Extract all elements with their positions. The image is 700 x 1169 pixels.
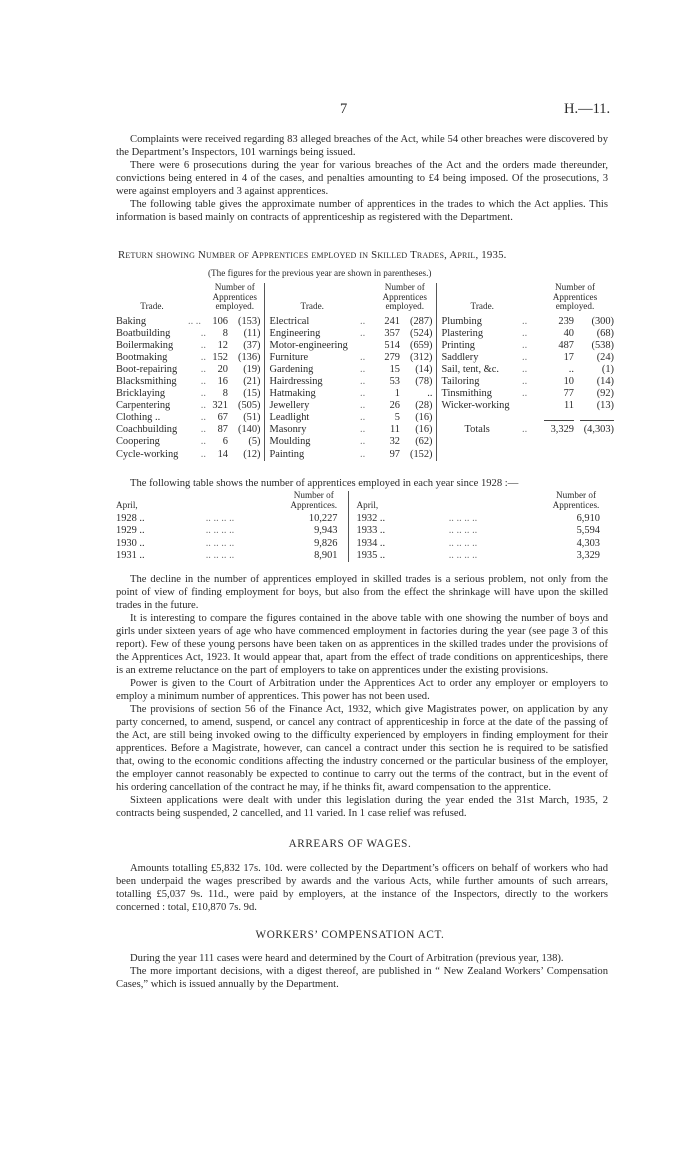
apprentice-total: 4,303 [576,537,600,549]
column-header-trade: Trade. [300,301,324,311]
trade-name: Tailoring [441,375,480,387]
year-label: 1929 .. [116,525,145,537]
apprentice-count: 20 [217,363,228,375]
paragraph: Complaints were received regarding 83 alleged breaches of the Act, while 54 other breaches were discovered by the Department’s Inspectors, 101 warnings being issued. [116,134,608,158]
trade-name: Gardening [269,363,314,375]
previous-year-count: (5) [228,436,264,448]
table-row [116,525,614,537]
leader-dots: .. .. .. .. [205,513,235,524]
trade-name: Motor-engineering [269,339,348,351]
column-header-april: April, [356,499,379,510]
column-header-number [206,283,264,316]
paragraph: Power is given to the Court of Arbitration under the Apprentices Act to order any employer or employers to employ a minimum number of apprentices. This power has not been used. [116,678,608,702]
table-row [116,412,614,424]
trade-name: Printing [441,339,475,351]
apprentice-count [536,436,574,448]
leader-dots: .. [200,351,206,363]
table-body [116,316,614,461]
column-header-line: Apprentices [382,291,427,302]
previous-year-count: (538) [591,339,614,351]
year-label: 1931 .. [116,549,145,561]
apprentice-count: 40 [563,327,574,339]
leader-dots [522,449,536,461]
previous-year-count: (21) [228,376,264,388]
apprentice-total: 9,943 [284,525,348,537]
apprentice-count: 16 [217,375,228,387]
apprentice-count: .. [568,363,574,375]
table-row [116,513,614,525]
column-header-line: Apprentices [212,291,257,302]
leader-dots: .. [360,363,366,375]
trade-name: Tinsmithing [441,388,492,400]
apprentice-total: 9,826 [284,538,348,550]
apprentice-total: 3,329 [576,549,600,561]
leader-dots: .. [522,351,528,363]
column-header-line: Apprentices [552,291,598,302]
column-header-number [284,491,348,513]
return-table-title: Return showing Number of Apprentices employed in Skilled Trades, April, 1935. [118,249,507,261]
paragraph: Sixteen applications were dealt with under this legislation during the year ended the 31st March, 1935, 2 contracts being suspended, 2 cancelled, and 11 varied. In 1 case relief was refused. [116,795,608,819]
previous-year-count: (14) [596,375,614,387]
table-row [116,364,614,376]
apprentice-count: 152 [212,351,228,363]
apprentice-count: 77 [563,388,574,400]
paragraph: The more important decisions, with a digest thereof, are published in “ New Zealand Workers’ Compensation Cases,” which is issued annually by the Department. [116,966,608,990]
leader-dots: .. [522,424,528,436]
previous-year-count: (19) [228,364,264,376]
previous-year-count: (524) [400,328,436,340]
page-number: 7 [340,101,348,117]
table-header-row [116,491,614,513]
section-heading-arrears: ARREARS OF WAGES. [288,838,412,850]
previous-year-count: (15) [228,388,264,400]
leader-dots: .. [200,400,206,412]
previous-year-count: (11) [228,328,264,340]
table-row [116,316,614,328]
apprentice-total: 10,227 [284,513,348,525]
apprentice-count: 32 [389,436,400,448]
leader-dots [522,436,536,448]
leader-dots: .. .. .. .. [448,525,478,537]
leader-dots: .. [360,327,366,339]
table-row [116,352,614,364]
intro-section [116,133,608,224]
trade-name: Saddlery [441,351,479,363]
previous-year-count: (62) [400,436,436,448]
previous-year-count: (78) [400,376,436,388]
column-header-line: employed. [215,301,255,311]
return-table-note: (The figures for the previous year are shown in parentheses.) [208,268,432,278]
leader-dots: .. [360,388,366,400]
previous-year-count: (312) [400,352,436,364]
leader-dots: .. [360,424,366,436]
column-header-trade: Trade. [140,301,164,311]
paragraph: The provisions of section 56 of the Finance Act, 1932, which give Magistrates power, on application by any party concerned, to amend, suspend, or cancel any contract of apprenticeship in force at the date of the passing of the Act, are still being invoked owing to the difficulty experienced by employers in finding employment for their apprentices. Before a Magistrate, however, can cancel a contract under this section he is required to be satisfied that, owing to the economic conditions affecting the industry concerned or the particular business of the employer, the employer cannot reasonably be expected to continue to carry out the terms of the contract, but in the event of his ordering cancellation of the contract he may, if he thinks fit, award compensation to the apprentice. [116,704,608,793]
paragraph: There were 6 prosecutions during the year for various breaches of the Act and the orders made thereunder, convictions being entered in 4 of the cases, and penalties amounting to £4 being imposed. Of the prosecutions, 3 were against employers and 3 against apprentices. [116,160,608,197]
column-header-number [538,491,614,513]
table-row [116,538,614,550]
trade-name: Wicker-working [441,400,510,412]
trade-name: Furniture [269,351,309,363]
report-code: H.—11. [564,101,611,117]
apprentice-count: 5 [394,412,400,424]
previous-year-count: (68) [596,327,614,339]
apprentice-total: 5,594 [576,525,600,537]
previous-year-count: (14) [400,364,436,376]
table-row [116,328,614,340]
table-header-row [116,283,614,316]
year-label: 1933 .. [356,525,386,537]
leader-dots: .. [360,436,366,448]
workers-compensation-section [116,952,608,991]
discussion-section [116,573,608,820]
trade-name: Moulding [269,436,311,448]
leader-dots: .. [522,388,528,400]
previous-year-count: (1) [601,363,614,375]
leader-dots: .. .. .. .. [205,549,235,561]
apprentice-count [536,449,574,461]
column-header-line: employed. [555,301,595,311]
previous-year-count [574,449,614,461]
previous-year-count: (13) [596,400,614,412]
apprentices-by-trade-table [116,283,614,461]
leader-dots: .. [360,400,366,412]
trade-name: Jewellery [269,400,310,412]
paragraph: The following table gives the approximate number of apprentices in the trades to which the Act applies. This information is based mainly on contracts of apprenticeship as registered with the Department. [116,199,608,223]
leader-dots: .. .. .. .. [448,549,478,561]
leader-dots: .. [200,436,206,448]
leader-dots: .. .. [188,315,201,327]
apprentice-total: 6,910 [576,513,600,524]
apprentice-count: 1 [394,388,400,400]
year-label: 1934 .. [356,537,386,549]
apprentice-count: 321 [212,400,228,412]
previous-year-count: (287) [400,316,436,328]
trade-name [436,449,522,461]
apprentice-count: 67 [217,412,228,424]
trade-name [436,412,522,424]
previous-year-count: (28) [400,400,436,412]
column-header-trade: Trade. [470,301,494,311]
column-header-line: Number of [555,490,597,500]
trade-name: Coopering [116,436,160,448]
apprentice-count: 26 [389,400,400,412]
apprentice-total: 8,901 [284,550,348,562]
previous-year-count: (300) [591,315,614,327]
trade-name: Coachbuilding [116,424,178,436]
table-row [116,550,614,562]
apprentice-count: 87 [217,424,228,436]
apprentice-count: 97 [389,448,400,460]
year-label: 1930 .. [116,537,145,549]
apprentice-count: 357 [384,327,400,339]
table-row [116,436,614,448]
apprentice-count: 514 [384,339,400,351]
leader-dots: .. [200,448,206,460]
column-header-line: Number of [384,282,425,292]
leader-dots: .. [200,339,206,351]
table-body [116,513,614,562]
trade-name: Hairdressing [269,375,323,387]
apprentice-count: 15 [389,363,400,375]
apprentice-count: 53 [389,375,400,387]
leader-dots: .. [200,375,206,387]
apprentice-count: 11 [389,424,400,436]
column-header-line: Apprentices. [290,499,338,510]
trade-name: Electrical [269,315,310,327]
apprentice-count: 17 [563,351,574,363]
table-row [116,340,614,352]
column-header-april: April, [116,499,138,510]
column-header-number [374,283,436,316]
trade-name: Baking [116,315,147,327]
year-label: 1932 .. [356,513,386,524]
paragraph: It is interesting to compare the figures contained in the above table with one showing the number of boys and girls under sixteen years of age who have commenced employment in factories during the year (see page 3 of this report). Few of these young persons have been taken on as apprentices in the skilled trades under the provisions of the Apprentices Act, 1923. It would appear that, apart from the effect of trade conditions on apprenticeships, there is an extreme reluctance on the part of employers to take on apprentices under the existing provisions. [116,613,608,676]
trade-name: Boilermaking [116,339,174,351]
leader-dots: .. [522,339,528,351]
apprentice-count: 279 [384,351,400,363]
previous-year-count: (16) [400,412,436,424]
trade-name: Carpentering [116,400,171,412]
trade-name: Bricklaying [116,388,166,400]
previous-year-count: (92) [596,388,614,400]
leader-dots: .. [522,375,528,387]
previous-year-count: (16) [400,424,436,436]
trade-name: Sail, tent, &c. [441,363,499,375]
leader-dots: .. [360,412,366,424]
trade-name: Hatmaking [269,388,316,400]
apprentice-count: 8 [222,327,228,339]
paragraph: The decline in the number of apprentices employed in skilled trades is a serious problem, not only from the point of view of finding employment for boys, but also from the effect the shrinkage will have upon the skilled trades in the future. [116,574,608,611]
leader-dots: .. [200,327,206,339]
apprentice-count: 10 [563,375,574,387]
column-header-number [536,283,614,316]
trade-name: Cycle-working [116,448,179,460]
trade-name: Boatbuilding [116,327,171,339]
apprentice-count: 239 [558,315,574,327]
year-label: 1935 .. [356,549,386,561]
trade-name: Painting [269,448,305,460]
previous-year-count: (152) [400,449,436,461]
table-row [116,449,614,461]
trade-name: Plumbing [441,315,482,327]
total-rule [574,412,614,424]
apprentices-by-year-table [116,491,614,562]
column-header-line: Number of [554,282,596,292]
section-heading-workers-compensation: WORKERS’ COMPENSATION ACT. [255,929,445,941]
previous-year-count: (51) [228,412,264,424]
trade-name: Leadlight [269,412,310,424]
leader-dots: .. [360,448,366,460]
leader-dots: .. [200,363,206,375]
apprentice-count: 14 [217,448,228,460]
trade-name: Plastering [441,327,484,339]
apprentice-count: 8 [222,388,228,400]
apprentice-count: 241 [384,315,400,327]
leader-dots [522,412,536,424]
total-previous-year: (4,303) [583,424,614,436]
years-table-intro: The following table shows the number of apprentices employed in each year since 1928 :— [130,478,519,489]
paragraph: Amounts totalling £5,832 17s. 10d. were collected by the Department’s officers on behalf of workers who had been underpaid the wages prescribed by awards and the various Acts, while further amounts of such arrears, totalling £5,037 9s. 11d., were paid by employers, at the instance of the Inspectors, directly to the workers concerned : total, £10,870 7s. 9d. [116,863,608,913]
leader-dots: .. [522,315,528,327]
previous-year-count: (24) [596,351,614,363]
apprentice-count: 11 [563,400,574,412]
previous-year-count: (505) [228,400,264,412]
leader-dots: .. .. .. .. [205,525,235,537]
apprentice-count: 487 [558,339,574,351]
table-row [116,376,614,388]
trade-name: Clothing .. [116,412,161,424]
leader-dots: .. [200,412,206,424]
leader-dots: .. [360,351,366,363]
trade-name: Engineering [269,327,321,339]
leader-dots: .. [200,424,206,436]
year-label: 1928 .. [116,513,145,524]
trade-name: Blacksmithing [116,375,177,387]
trade-name: Masonry [269,424,307,436]
column-header-line: employed. [385,301,425,311]
leader-dots: .. .. .. .. [448,513,478,524]
leader-dots: .. .. .. .. [205,537,235,549]
arrears-section [116,862,608,914]
previous-year-count [574,436,614,448]
apprentice-count: 12 [217,339,228,351]
leader-dots: .. [522,363,528,375]
column-header-line: Number of [293,490,334,500]
previous-year-count: (12) [228,449,264,461]
totals-label: Totals [464,424,490,436]
table-row [116,424,614,436]
previous-year-count: (153) [228,316,264,328]
previous-year-count: .. [400,388,436,400]
previous-year-count: (136) [228,352,264,364]
paragraph: During the year 111 cases were heard and determined by the Court of Arbitration (previous year, 138). [130,953,564,964]
trade-name: Boot-repairing [116,363,178,375]
leader-dots: .. [360,375,366,387]
total-count: 3,329 [550,424,574,436]
previous-year-count: (37) [228,340,264,352]
apprentice-count: 6 [222,436,228,448]
leader-dots: .. [522,327,528,339]
previous-year-count: (140) [228,424,264,436]
total-rule [536,412,574,424]
table-row [116,388,614,400]
table-row [116,400,614,412]
column-header-line: Apprentices. [552,499,600,510]
trade-name: Bootmaking [116,351,168,363]
column-header-line: Number of [214,282,255,292]
previous-year-count: (659) [400,340,436,352]
leader-dots: .. .. .. .. [448,537,478,549]
trade-name [436,436,522,448]
apprentice-count: 106 [212,315,228,327]
leader-dots: .. [360,315,366,327]
leader-dots: .. [200,388,206,400]
